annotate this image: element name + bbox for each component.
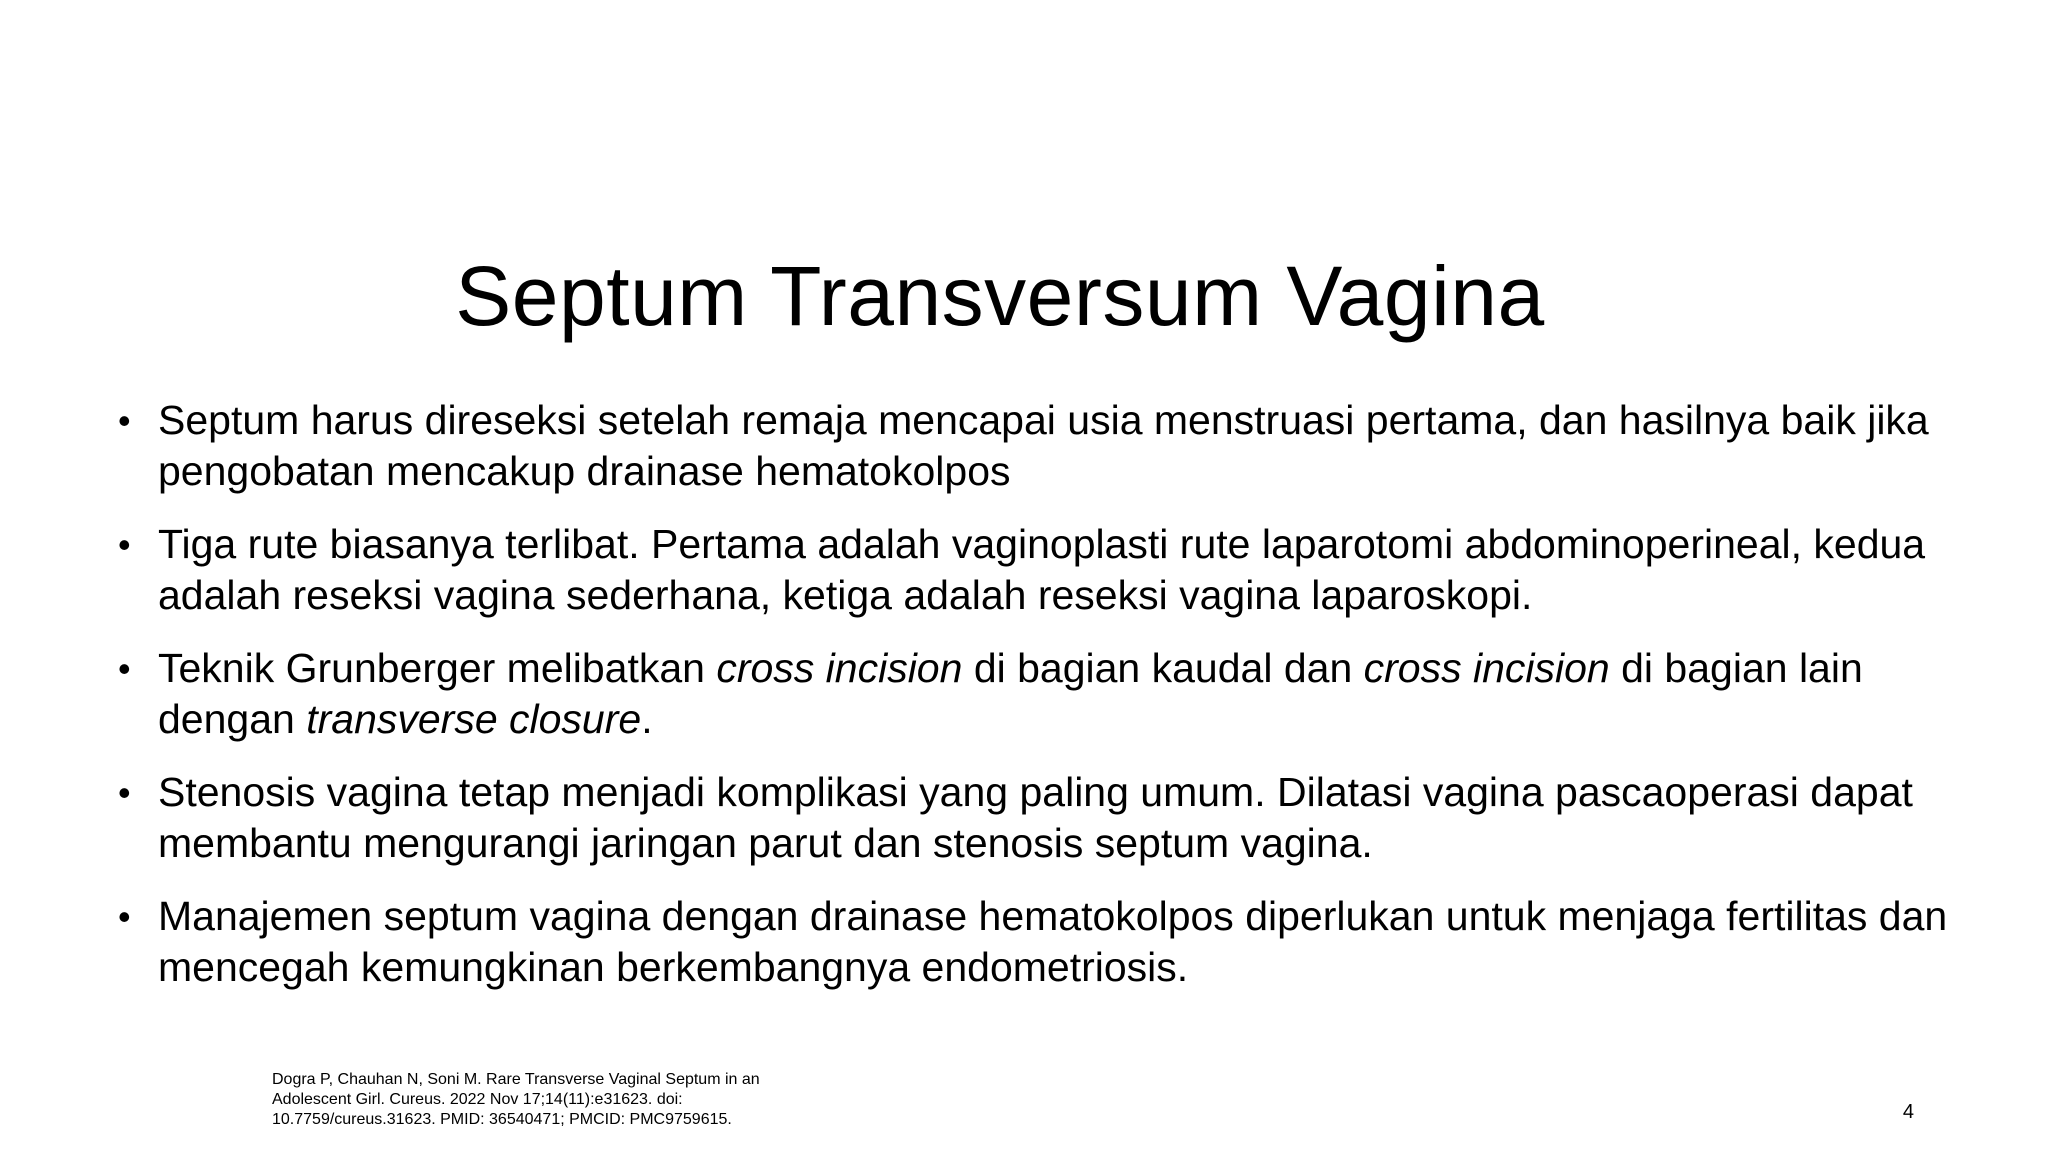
- slide-content: [110, 395, 1980, 1015]
- bullet-text-run: di bagian lain dengan: [158, 645, 1863, 742]
- bullet-item: [110, 519, 1980, 621]
- bullet-text-run: Tiga rute biasanya terlibat. Pertama adalah vaginoplasti rute laparotomi abdominoperineal, kedua adalah reseksi vagina sederhana, ketiga adalah reseksi vagina laparoskopi.: [158, 521, 1926, 618]
- bullet-marker: •: [118, 648, 131, 689]
- italic-term: cross incision: [716, 645, 963, 691]
- bullet-text-run: Stenosis vagina tetap menjadi komplikasi yang paling umum. Dilatasi vagina pascaoperasi dapat membantu mengurangi jaringan parut dan stenosis septum vagina.: [158, 769, 1913, 866]
- page-number: 4: [1902, 1101, 1914, 1123]
- bullet-text-run: di bagian kaudal dan: [962, 645, 1364, 691]
- bullet-marker: •: [118, 896, 131, 937]
- bullet-text: [158, 397, 1929, 494]
- bullet-item: [110, 395, 1980, 497]
- slide-title: Septum Transversum Vagina: [455, 249, 1545, 343]
- bullet-text: [158, 769, 1913, 866]
- bullet-list: [110, 395, 1980, 993]
- bullet-text-run: .: [641, 696, 653, 742]
- italic-term: cross incision: [1363, 645, 1610, 691]
- bullet-text-run: Manajemen septum vagina dengan drainase hematokolpos diperlukan untuk menjaga fertilitas dan mencegah kemungkinan berkembangnya endometriosis.: [158, 893, 1948, 990]
- bullet-text: [158, 521, 1925, 618]
- reference-line: Dogra P, Chauhan N, Soni M. Rare Transverse Vaginal Septum in an: [272, 1071, 760, 1088]
- bullet-text-run: Septum harus direseksi setelah remaja mencapai usia menstruasi pertama, dan hasilnya baik jika pengobatan mencakup drainase hematokolpos: [158, 397, 1929, 494]
- bullet-text: [158, 893, 1947, 990]
- reference-line: Adolescent Girl. Cureus. 2022 Nov 17;14(11):e31623. doi:: [272, 1091, 683, 1108]
- reference-line: 10.7759/cureus.31623. PMID: 36540471; PMCID: PMC9759615.: [272, 1111, 732, 1128]
- reference-citation: [272, 1070, 852, 1130]
- bullet-item: [110, 891, 1980, 993]
- bullet-marker: •: [118, 772, 131, 813]
- bullet-item: [110, 767, 1980, 869]
- bullet-text: [158, 645, 1863, 742]
- bullet-marker: •: [118, 400, 131, 441]
- bullet-text-run: Teknik Grunberger melibatkan: [158, 645, 717, 691]
- italic-term: transverse closure: [306, 696, 642, 742]
- bullet-marker: •: [118, 524, 131, 565]
- bullet-item: [110, 643, 1980, 745]
